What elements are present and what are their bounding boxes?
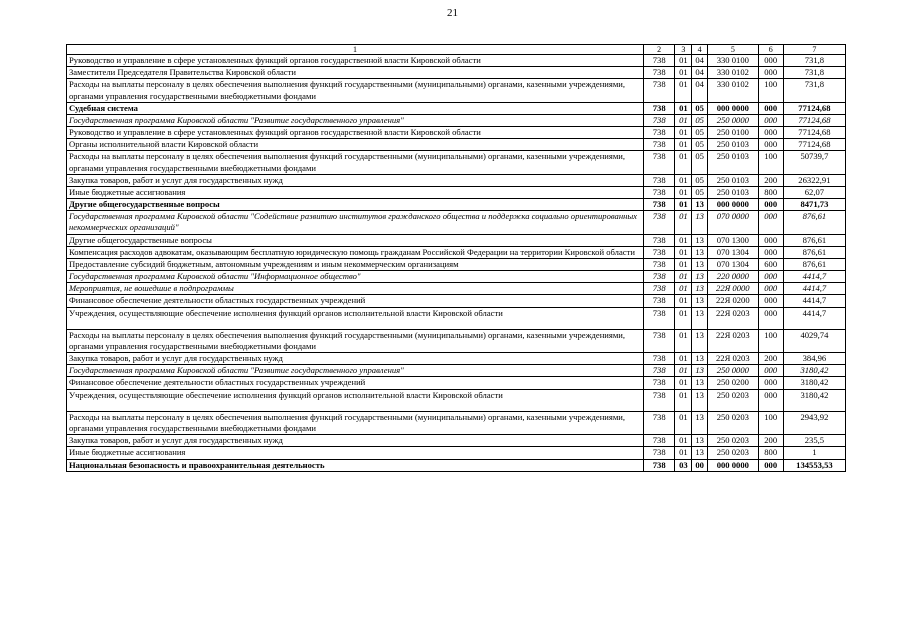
- row-sum-cell: 3180,42: [783, 377, 845, 389]
- row-csr-cell: 000 0000: [708, 459, 759, 471]
- row-ved-cell: 738: [643, 55, 675, 67]
- row-ved-cell: 738: [643, 67, 675, 79]
- row-rz-cell: 01: [675, 199, 692, 211]
- row-vr-cell: 000: [758, 114, 783, 126]
- row-pr-cell: 13: [692, 271, 708, 283]
- row-name-cell: Государственная программа Кировской области "Содействие развитию институтов гражданского общества и поддержка социально ориентированных некоммерческих организаций": [67, 211, 644, 234]
- row-rz-cell: 01: [675, 102, 692, 114]
- row-rz-cell: 01: [675, 295, 692, 307]
- row-rz-cell: 03: [675, 459, 692, 471]
- row-name-cell: Закупка товаров, работ и услуг для государственных нужд: [67, 435, 644, 447]
- row-pr-cell: 04: [692, 67, 708, 79]
- row-csr-cell: 330 0102: [708, 79, 759, 102]
- row-pr-cell: 13: [692, 365, 708, 377]
- budget-table: [66, 44, 846, 472]
- row-rz-cell: 01: [675, 435, 692, 447]
- row-vr-cell: 000: [758, 295, 783, 307]
- column-header-name: 1: [67, 45, 644, 55]
- row-ved-cell: 738: [643, 271, 675, 283]
- row-sum-cell: 77124,68: [783, 127, 845, 139]
- row-sum-cell: 3180,42: [783, 389, 845, 411]
- row-vr-cell: 100: [758, 79, 783, 102]
- column-header-rz: 3: [675, 45, 692, 55]
- row-pr-cell: 05: [692, 186, 708, 198]
- row-ved-cell: 738: [643, 307, 675, 329]
- row-csr-cell: 070 1300: [708, 234, 759, 246]
- row-pr-cell: 13: [692, 329, 708, 352]
- row-vr-cell: 100: [758, 411, 783, 434]
- column-header-csr: 5: [708, 45, 759, 55]
- row-pr-cell: 05: [692, 174, 708, 186]
- row-csr-cell: 250 0103: [708, 151, 759, 174]
- row-csr-cell: 250 0000: [708, 365, 759, 377]
- row-ved-cell: 738: [643, 186, 675, 198]
- row-vr-cell: 000: [758, 459, 783, 471]
- row-sum-cell: 77124,68: [783, 102, 845, 114]
- row-pr-cell: 05: [692, 139, 708, 151]
- row-vr-cell: 000: [758, 377, 783, 389]
- row-name-cell: Руководство и управление в сфере установленных функций органов государственной власти Кировской области: [67, 55, 644, 67]
- row-ved-cell: 738: [643, 114, 675, 126]
- row-pr-cell: 13: [692, 246, 708, 258]
- row-vr-cell: 200: [758, 174, 783, 186]
- row-ved-cell: 738: [643, 353, 675, 365]
- row-rz-cell: 01: [675, 258, 692, 270]
- row-sum-cell: 4414,7: [783, 307, 845, 329]
- row-csr-cell: 22Я 0203: [708, 329, 759, 352]
- row-sum-cell: 77124,68: [783, 114, 845, 126]
- row-ved-cell: 738: [643, 102, 675, 114]
- row-pr-cell: 13: [692, 377, 708, 389]
- row-sum-cell: 2943,92: [783, 411, 845, 434]
- table-row: [67, 199, 846, 211]
- row-sum-cell: 8471,73: [783, 199, 845, 211]
- table-row: [67, 102, 846, 114]
- row-csr-cell: 250 0203: [708, 447, 759, 459]
- table-row: [67, 411, 846, 434]
- row-vr-cell: 000: [758, 365, 783, 377]
- row-vr-cell: 000: [758, 139, 783, 151]
- row-vr-cell: 600: [758, 258, 783, 270]
- row-rz-cell: 01: [675, 411, 692, 434]
- page-number: 21: [447, 7, 458, 19]
- row-pr-cell: 13: [692, 353, 708, 365]
- row-ved-cell: 738: [643, 389, 675, 411]
- row-pr-cell: 13: [692, 411, 708, 434]
- table-row: [67, 459, 846, 471]
- row-vr-cell: 000: [758, 234, 783, 246]
- row-sum-cell: 731,8: [783, 79, 845, 102]
- row-vr-cell: 800: [758, 447, 783, 459]
- row-name-cell: Финансовое обеспечение деятельности областных государственных учреждений: [67, 295, 644, 307]
- row-ved-cell: 738: [643, 365, 675, 377]
- row-sum-cell: 876,61: [783, 211, 845, 234]
- row-rz-cell: 01: [675, 67, 692, 79]
- row-sum-cell: 876,61: [783, 234, 845, 246]
- row-csr-cell: 000 0000: [708, 199, 759, 211]
- row-rz-cell: 01: [675, 55, 692, 67]
- row-vr-cell: 000: [758, 283, 783, 295]
- row-vr-cell: 000: [758, 211, 783, 234]
- row-rz-cell: 01: [675, 127, 692, 139]
- row-ved-cell: 738: [643, 295, 675, 307]
- row-rz-cell: 01: [675, 79, 692, 102]
- row-vr-cell: 000: [758, 246, 783, 258]
- row-csr-cell: 220 0000: [708, 271, 759, 283]
- row-name-cell: Государственная программа Кировской области "Развитие государственного управления": [67, 114, 644, 126]
- row-name-cell: Государственная программа Кировской области "Развитие государственного управления": [67, 365, 644, 377]
- table-row: [67, 67, 846, 79]
- row-ved-cell: 738: [643, 127, 675, 139]
- table-row: [67, 186, 846, 198]
- row-name-cell: Расходы на выплаты персоналу в целях обеспечения выполнения функций государственными (муниципальными) органами, казенными учреждениями, органами управления государственными внебюджетными фондами: [67, 411, 644, 434]
- row-name-cell: Руководство и управление в сфере установленных функций органов государственной власти Кировской области: [67, 127, 644, 139]
- row-csr-cell: 070 1304: [708, 246, 759, 258]
- table-row: [67, 55, 846, 67]
- row-rz-cell: 01: [675, 114, 692, 126]
- table-row: [67, 151, 846, 174]
- row-rz-cell: 01: [675, 353, 692, 365]
- row-pr-cell: 13: [692, 307, 708, 329]
- row-name-cell: Иные бюджетные ассигнования: [67, 186, 644, 198]
- row-csr-cell: 250 0200: [708, 377, 759, 389]
- row-name-cell: Государственная программа Кировской области "Информационное общество": [67, 271, 644, 283]
- row-ved-cell: 738: [643, 211, 675, 234]
- column-header-vr: 6: [758, 45, 783, 55]
- row-pr-cell: 13: [692, 435, 708, 447]
- row-csr-cell: 250 0100: [708, 127, 759, 139]
- table-row: [67, 435, 846, 447]
- row-rz-cell: 01: [675, 234, 692, 246]
- row-rz-cell: 01: [675, 174, 692, 186]
- table-row: [67, 283, 846, 295]
- row-pr-cell: 13: [692, 211, 708, 234]
- row-rz-cell: 01: [675, 151, 692, 174]
- row-name-cell: Учреждения, осуществляющие обеспечение исполнения функций органов исполнительной власти Кировской области: [67, 389, 644, 411]
- row-sum-cell: 235,5: [783, 435, 845, 447]
- row-rz-cell: 01: [675, 365, 692, 377]
- row-csr-cell: 070 1304: [708, 258, 759, 270]
- row-vr-cell: 200: [758, 435, 783, 447]
- row-name-cell: Финансовое обеспечение деятельности областных государственных учреждений: [67, 377, 644, 389]
- row-pr-cell: 05: [692, 151, 708, 174]
- table-row: [67, 271, 846, 283]
- column-header-pr: 4: [692, 45, 708, 55]
- row-pr-cell: 13: [692, 199, 708, 211]
- table-row: [67, 127, 846, 139]
- row-name-cell: Мероприятия, не вошедшие в подпрограммы: [67, 283, 644, 295]
- column-header-ved: 2: [643, 45, 675, 55]
- row-vr-cell: 000: [758, 55, 783, 67]
- table-row: [67, 79, 846, 102]
- row-name-cell: Заместители Председателя Правительства Кировской области: [67, 67, 644, 79]
- row-sum-cell: 1: [783, 447, 845, 459]
- table-row: [67, 174, 846, 186]
- row-csr-cell: 22Я 0000: [708, 283, 759, 295]
- row-pr-cell: 04: [692, 55, 708, 67]
- row-name-cell: Компенсация расходов адвокатам, оказывающим бесплатную юридическую помощь гражданам Российской Федерации на территории Кировской области: [67, 246, 644, 258]
- row-rz-cell: 01: [675, 211, 692, 234]
- row-sum-cell: 876,61: [783, 246, 845, 258]
- row-rz-cell: 01: [675, 447, 692, 459]
- row-csr-cell: 070 0000: [708, 211, 759, 234]
- row-csr-cell: 250 0103: [708, 174, 759, 186]
- row-csr-cell: 22Я 0203: [708, 353, 759, 365]
- row-vr-cell: 000: [758, 199, 783, 211]
- row-name-cell: Иные бюджетные ассигнования: [67, 447, 644, 459]
- row-csr-cell: 250 0103: [708, 139, 759, 151]
- row-csr-cell: 22Я 0200: [708, 295, 759, 307]
- row-vr-cell: 800: [758, 186, 783, 198]
- row-name-cell: Расходы на выплаты персоналу в целях обеспечения выполнения функций государственными (муниципальными) органами, казенными учреждениями, органами управления государственными внебюджетными фондами: [67, 79, 644, 102]
- table-row: [67, 295, 846, 307]
- row-sum-cell: 876,61: [783, 258, 845, 270]
- row-name-cell: Учреждения, осуществляющие обеспечение исполнения функций органов исполнительной власти Кировской области: [67, 307, 644, 329]
- row-csr-cell: 330 0100: [708, 55, 759, 67]
- row-ved-cell: 738: [643, 246, 675, 258]
- table-row: [67, 353, 846, 365]
- row-rz-cell: 01: [675, 389, 692, 411]
- row-ved-cell: 738: [643, 377, 675, 389]
- table-row: [67, 307, 846, 329]
- row-ved-cell: 738: [643, 174, 675, 186]
- row-csr-cell: 000 0000: [708, 102, 759, 114]
- table-row: [67, 211, 846, 234]
- row-pr-cell: 13: [692, 295, 708, 307]
- table-header-row: [67, 45, 846, 55]
- row-rz-cell: 01: [675, 329, 692, 352]
- row-name-cell: Расходы на выплаты персоналу в целях обеспечения выполнения функций государственными (муниципальными) органами, казенными учреждениями, органами управления государственными внебюджетными фондами: [67, 151, 644, 174]
- row-ved-cell: 738: [643, 411, 675, 434]
- row-ved-cell: 738: [643, 459, 675, 471]
- row-csr-cell: 330 0102: [708, 67, 759, 79]
- row-name-cell: Другие общегосударственные вопросы: [67, 234, 644, 246]
- table-row: [67, 114, 846, 126]
- row-ved-cell: 738: [643, 447, 675, 459]
- row-ved-cell: 738: [643, 151, 675, 174]
- row-pr-cell: 05: [692, 114, 708, 126]
- row-name-cell: Органы исполнительной власти Кировской области: [67, 139, 644, 151]
- table-row: [67, 234, 846, 246]
- row-ved-cell: 738: [643, 199, 675, 211]
- table-row: [67, 329, 846, 352]
- table-row: [67, 377, 846, 389]
- row-vr-cell: 000: [758, 127, 783, 139]
- row-rz-cell: 01: [675, 186, 692, 198]
- row-csr-cell: 250 0103: [708, 186, 759, 198]
- column-header-sum: 7: [783, 45, 845, 55]
- row-rz-cell: 01: [675, 377, 692, 389]
- row-pr-cell: 04: [692, 79, 708, 102]
- row-csr-cell: 250 0203: [708, 435, 759, 447]
- row-sum-cell: 4414,7: [783, 295, 845, 307]
- row-sum-cell: 77124,68: [783, 139, 845, 151]
- row-vr-cell: 100: [758, 151, 783, 174]
- row-rz-cell: 01: [675, 271, 692, 283]
- row-ved-cell: 738: [643, 139, 675, 151]
- row-name-cell: Предоставление субсидий бюджетным, автономным учреждениям и иным некоммерческим организациям: [67, 258, 644, 270]
- row-ved-cell: 738: [643, 435, 675, 447]
- row-vr-cell: 000: [758, 67, 783, 79]
- row-ved-cell: 738: [643, 258, 675, 270]
- row-ved-cell: 738: [643, 329, 675, 352]
- table-row: [67, 139, 846, 151]
- row-sum-cell: 26322,91: [783, 174, 845, 186]
- row-name-cell: Другие общегосударственные вопросы: [67, 199, 644, 211]
- row-csr-cell: 250 0000: [708, 114, 759, 126]
- row-sum-cell: 4029,74: [783, 329, 845, 352]
- row-sum-cell: 731,8: [783, 67, 845, 79]
- row-pr-cell: 13: [692, 447, 708, 459]
- row-sum-cell: 50739,7: [783, 151, 845, 174]
- row-rz-cell: 01: [675, 307, 692, 329]
- row-name-cell: Национальная безопасность и правоохранительная деятельность: [67, 459, 644, 471]
- row-vr-cell: 000: [758, 271, 783, 283]
- row-sum-cell: 384,96: [783, 353, 845, 365]
- row-rz-cell: 01: [675, 283, 692, 295]
- row-name-cell: Закупка товаров, работ и услуг для государственных нужд: [67, 174, 644, 186]
- row-vr-cell: 000: [758, 307, 783, 329]
- table-row: [67, 246, 846, 258]
- table-row: [67, 365, 846, 377]
- row-csr-cell: 250 0203: [708, 389, 759, 411]
- row-sum-cell: 4414,7: [783, 271, 845, 283]
- row-pr-cell: 00: [692, 459, 708, 471]
- table-body: [67, 55, 846, 472]
- row-vr-cell: 200: [758, 353, 783, 365]
- row-sum-cell: 62,07: [783, 186, 845, 198]
- row-pr-cell: 05: [692, 127, 708, 139]
- row-pr-cell: 13: [692, 258, 708, 270]
- row-sum-cell: 4414,7: [783, 283, 845, 295]
- row-pr-cell: 13: [692, 234, 708, 246]
- row-ved-cell: 738: [643, 79, 675, 102]
- row-rz-cell: 01: [675, 246, 692, 258]
- table-row: [67, 447, 846, 459]
- row-pr-cell: 05: [692, 102, 708, 114]
- row-name-cell: Закупка товаров, работ и услуг для государственных нужд: [67, 353, 644, 365]
- row-vr-cell: 000: [758, 102, 783, 114]
- row-vr-cell: 100: [758, 329, 783, 352]
- table-row: [67, 389, 846, 411]
- table-row: [67, 258, 846, 270]
- row-name-cell: Судебная система: [67, 102, 644, 114]
- row-sum-cell: 3180,42: [783, 365, 845, 377]
- row-ved-cell: 738: [643, 283, 675, 295]
- row-ved-cell: 738: [643, 234, 675, 246]
- row-sum-cell: 134553,53: [783, 459, 845, 471]
- row-csr-cell: 250 0203: [708, 411, 759, 434]
- row-vr-cell: 000: [758, 389, 783, 411]
- row-pr-cell: 13: [692, 283, 708, 295]
- row-rz-cell: 01: [675, 139, 692, 151]
- row-sum-cell: 731,8: [783, 55, 845, 67]
- row-name-cell: Расходы на выплаты персоналу в целях обеспечения выполнения функций государственными (муниципальными) органами, казенными учреждениями, органами управления государственными внебюджетными фондами: [67, 329, 644, 352]
- row-pr-cell: 13: [692, 389, 708, 411]
- row-csr-cell: 22Я 0203: [708, 307, 759, 329]
